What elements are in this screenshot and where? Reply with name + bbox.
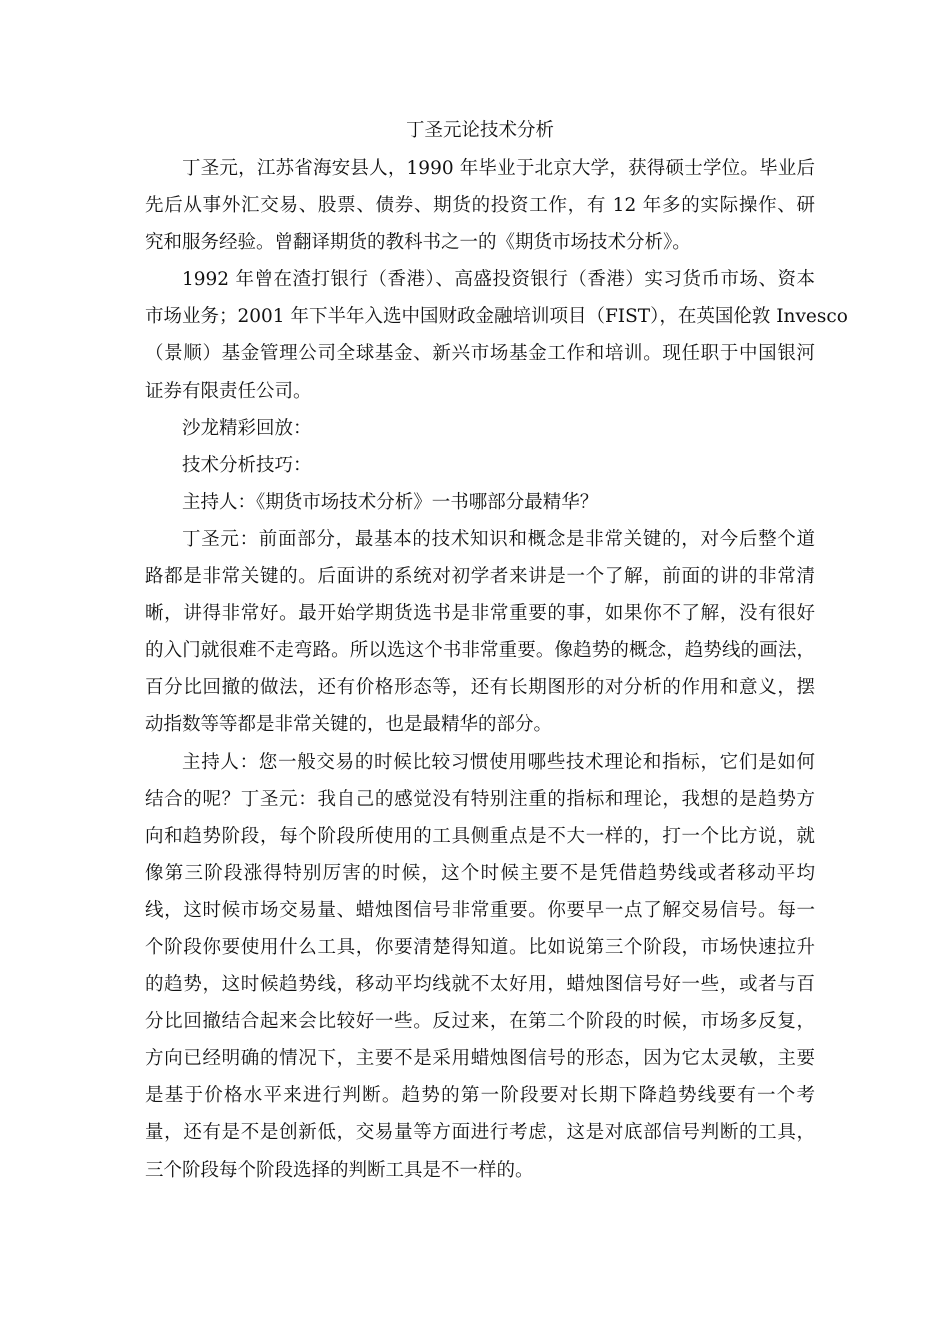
text-line: 结合的呢？丁圣元：我自己的感觉没有特别注重的指标和理论，我想的是趋势方 <box>145 788 815 810</box>
document-title: 丁圣元论技术分析 <box>405 120 554 141</box>
text-line: 动指数等等都是非常关键的，也是最精华的部分。 <box>145 714 553 736</box>
text-line: 分比回撤结合起来会比较好一些。反过来，在第二个阶段的时候，市场多反复， <box>145 1011 815 1033</box>
document-body <box>145 117 848 1189</box>
text-line: 先后从事外汇交易、股票、债券、期货的投资工作，有 12 年多的实际操作、研 <box>145 195 815 217</box>
paragraph-bio <box>145 150 815 261</box>
text-line: 百分比回撤的做法，还有价格形态等，还有长期图形的对分析的作用和意义，摆 <box>145 677 815 699</box>
text-line: 1992 年曾在渣打银行（香港）、高盛投资银行（香港）实习货币市场、资本 <box>182 269 815 291</box>
text-line: 主持人：您一般交易的时候比较习惯使用哪些技术理论和指标，它们是如何 <box>182 751 815 773</box>
paragraph-answer-1 <box>145 521 815 744</box>
text-line: 是基于价格水平来进行判断。趋势的第一阶段要对长期下降趋势线要有一个考 <box>145 1085 815 1107</box>
text-line: 丁圣元，江苏省海安县人，1990 年毕业于北京大学，获得硕士学位。毕业后 <box>182 158 815 179</box>
paragraph-technique-heading <box>145 447 815 484</box>
text-line: （景顺）基金管理公司全球基金、新兴市场基金工作和培训。现任职于中国银河 <box>145 343 815 365</box>
text-line: 像第三阶段涨得特别厉害的时候，这个时候主要不是凭借趋势线或者移动平均 <box>145 862 815 884</box>
text-line: 线，这时候市场交易量、蜡烛图信号非常重要。你要早一点了解交易信号。每一 <box>145 899 815 921</box>
text-line: 量，还有是不是创新低，交易量等方面进行考虑，这是对底部信号判断的工具， <box>145 1122 815 1144</box>
text-line: 个阶段你要使用什么工具，你要清楚得知道。比如说第三个阶段，市场快速拉升 <box>145 936 815 958</box>
text-line: 路都是非常关键的。后面讲的系统对初学者来讲是一个了解，前面的讲的非常清 <box>145 566 815 588</box>
paragraph-career <box>145 261 848 409</box>
text-line: 主持人：《期货市场技术分析》一书哪部分最精华？ <box>182 491 599 513</box>
text-line: 技术分析技巧： <box>182 454 312 476</box>
paragraph-salon-heading <box>145 410 815 447</box>
paragraph-host-question-1 <box>145 484 815 521</box>
text-line: 的入门就很难不走弯路。所以选这个书非常重要。像趋势的概念，趋势线的画法， <box>145 640 815 662</box>
text-line: 究和服务经验。曾翻译期货的教科书之一的《期货市场技术分析》。 <box>145 232 691 254</box>
text-line: 丁圣元：前面部分，最基本的技术知识和概念是非常关键的，对今后整个道 <box>182 528 815 550</box>
text-line: 三个阶段每个阶段选择的判断工具是不一样的。 <box>145 1159 534 1181</box>
paragraph-host-question-2 <box>145 744 815 1189</box>
text-line: 证券有限责任公司。 <box>145 380 312 402</box>
text-line: 向和趋势阶段，每个阶段所使用的工具侧重点是不大一样的，打一个比方说，就 <box>145 825 815 847</box>
text-line: 沙龙精彩回放： <box>182 417 312 439</box>
text-line: 晰，讲得非常好。最开始学期货选书是非常重要的事，如果你不了解，没有很好 <box>145 603 815 625</box>
text-line: 的趋势，这时候趋势线，移动平均线就不太好用，蜡烛图信号好一些，或者与百 <box>145 974 815 996</box>
text-line: 市场业务；2001 年下半年入选中国财政金融培训项目（FIST），在英国伦敦 Invesco <box>145 306 848 328</box>
text-line: 方向已经明确的情况下，主要不是采用蜡烛图信号的形态，因为它太灵敏，主要 <box>145 1048 815 1070</box>
